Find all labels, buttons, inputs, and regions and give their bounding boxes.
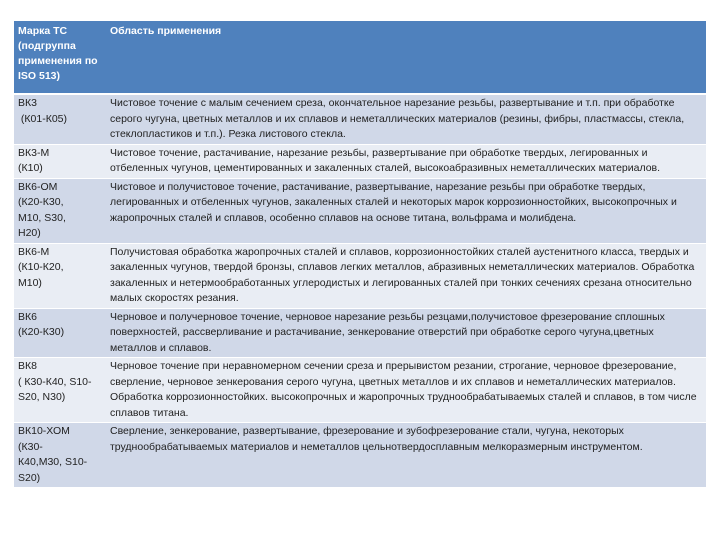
description-cell: Получистовая обработка жаропрочных сталей и сплавов, коррозионностойких сталей аустенитного класса, твердых и закаленных чугунов, твердой бронзы, сплавов легких металлов, абразивных неметаллических материалов. Обработка закаленных и нетермообработанных углеродистых и легированных сталей при тонких сечениях срезана относительно малых скоростях резания. [106, 243, 706, 308]
header-application-area: Область применения [106, 21, 706, 94]
header-grade: Марка ТС (подгруппа применения по ISO 513) [14, 21, 106, 94]
table-row [14, 94, 706, 144]
description-cell: Черновое и получерновое точение, черновое нарезание резьбы резцами,получистовое фрезерование сплошных поверхностей, рассверливание и растачивание, зенкерование отверстий при обработке серого чугуна,цветных металлов и сплавов. [106, 308, 706, 358]
description-cell: Чистовое точение с малым сечением среза, окончательное нарезание резьбы, развертывание и т.п. при обработке серого чугуна, цветных металлов и их сплавов и неметаллических материалов (резины, фибры, пластмассы, стекла, стеклопластиков и т.п.). Резка листового стекла. [106, 94, 706, 144]
table-row [14, 308, 706, 358]
grade-cell: ВК6-ОМ (К20-К30, М10, S30, Н20) [14, 178, 106, 243]
description-cell: Чистовое точение, растачивание, нарезание резьбы, развертывание при обработке твердых, легированных и отбеленных чугунов, цементированных и закаленных сталей, высокоабразивных неметаллических материалов. [106, 144, 706, 178]
application-table [14, 21, 706, 488]
description-cell: Чистовое и получистовое точение, растачивание, развертывание, нарезание резьбы при обработке твердых, легированных и отбеленных чугунов, закаленных сталей и некоторых марок коррозионностойких, высокопрочных и жаропрочных сталей и сплавов, особенно сплавов на основе титана, вольфрама и молибдена. [106, 178, 706, 243]
grade-cell: ВК3 (К01-К05) [14, 94, 106, 144]
grade-cell: ВК6 (К20-К30) [14, 308, 106, 358]
description-cell: Черновое точение при неравномерном сечении среза и прерывистом резании, строгание, черновое фрезерование, сверление, черновое зенкерования серого чугуна, цветных металлов и их сплавов и неметаллических материалов. Обработка коррозионностойких. высокопрочных и жаропрочных труднообрабатываемых сталей и сплавов, в том числе сплавов титана. [106, 358, 706, 423]
table-row [14, 243, 706, 308]
table-row [14, 144, 706, 178]
table-row [14, 178, 706, 243]
description-cell: Сверление, зенкерование, развертывание, фрезерование и зубофрезерование стали, чугуна, некоторых труднообрабатываемых материалов и неметаллов цельнотвердосплавным мелкоразмерным инструментом. [106, 423, 706, 488]
table-header-row [14, 21, 706, 94]
grade-cell: ВК6-М (К10-К20, М10) [14, 243, 106, 308]
grade-cell: ВК3-М (К10) [14, 144, 106, 178]
table-row [14, 423, 706, 488]
table-row [14, 358, 706, 423]
grade-cell: ВК10-ХОМ (К30- К40,М30, S10- S20) [14, 423, 106, 488]
grade-cell: ВК8 ( К30-К40, S10- S20, N30) [14, 358, 106, 423]
